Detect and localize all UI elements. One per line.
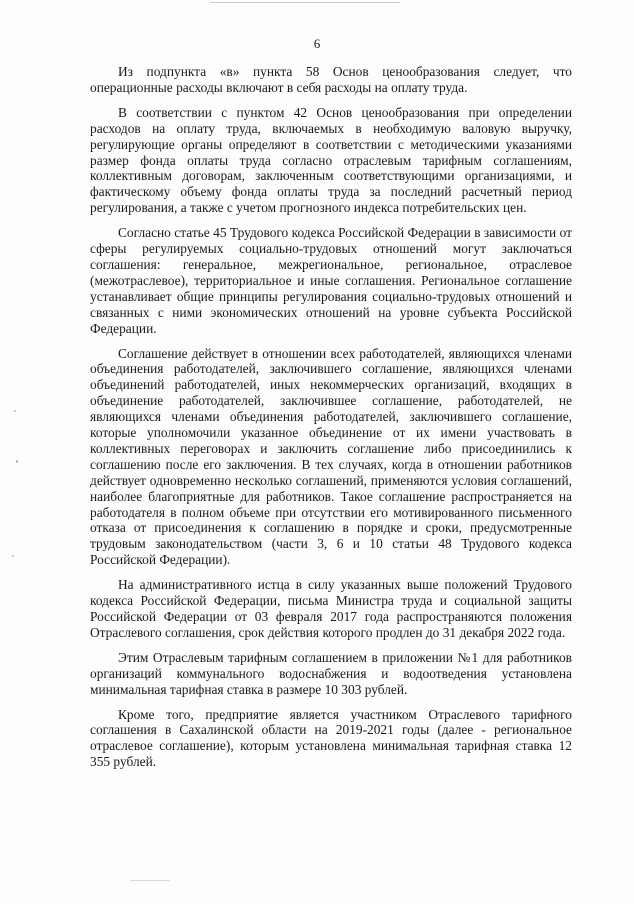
document-body [90,64,572,779]
scan-mark-left-2 [16,460,18,463]
paragraph: Согласно статье 45 Трудового кодекса Российской Федерации в зависимости от сферы регулируемых социально-трудовых отношений могут заключаться соглашения: генеральное, межрегиональное, региональное, отраслевое (межотраслевое), территориальное и иные соглашения. Региональное соглашение устанавливает общие принципы регулирования социально-трудовых отношений и связанных с ними экономических отношений на уровне субъекта Российской Федерации. [90,225,572,336]
scan-mark-left-3 [12,555,14,557]
paragraph: Этим Отраслевым тарифным соглашением в приложении №1 для работников организаций коммунального водоснабжения и водоотведения установлена минимальная тарифная ставка в размере 10 303 рублей. [90,649,572,697]
paragraph: На административного истца в силу указанных выше положений Трудового кодекса Российской Федерации, письма Министра труда и социальной защиты Российской Федерации от 03 февраля 2017 года распространяются положения Отраслевого соглашения, срок действия которого продлен до 31 декабря 2022 года. [90,577,572,640]
paragraph: Из подпункта «в» пункта 58 Основ ценообразования следует, что операционные расходы включают в себя расходы на оплату труда. [90,64,572,95]
paragraph: В соответствии с пунктом 42 Основ ценообразования при определении расходов на оплату труда, включаемых в необходимую валовую выручку, регулирующие органы определяют в соответствии с методическими указаниями размер фонда оплаты труда согласно отраслевым тарифным соглашениям, коллективным договорам, заключенным соответствующими организациями, и фактическому объему фонда оплаты труда за последний расчетный период регулирования, а также с учетом прогнозного индекса потребительских цен. [90,104,572,216]
page-number: 6 [313,36,321,51]
scan-mark-left-1 [14,410,16,412]
scan-mark-bottom [130,880,170,881]
paragraph: Соглашение действует в отношении всех работодателей, являющихся членами объединения работодателей, заключившего соглашение, являющихся членами объединений работодателей, иных некоммерческих организаций, входящих в объединение работодателей, заключившее соглашение, работодателей, не являющихся членами объединения работодателей, заключившего соглашение, которые уполномочили указанное объединение от их имени участвовать в коллективных переговорах и заключить соглашение либо присоединились к соглашению после его заключения. В тех случаях, когда в отношении работников действует одновременно несколько соглашений, применяются условия соглашений, наиболее благоприятные для работников. Такое соглашение распространяется на работодателя в полном объеме при отсутствии его мотивированного письменного отказа от присоединения к соглашению в порядке и сроки, предусмотренные трудовым законодательством (части 3, 6 и 10 статьи 48 Трудового кодекса Российской Федерации). [90,345,572,568]
paragraph: Кроме того, предприятие является участником Отраслевого тарифного соглашения в Сахалинской области на 2019-2021 годы (далее - региональное отраслевое соглашение), которым установлена минимальная тарифная ставка 12 355 рублей. [90,706,572,770]
scan-mark-top [210,2,400,3]
